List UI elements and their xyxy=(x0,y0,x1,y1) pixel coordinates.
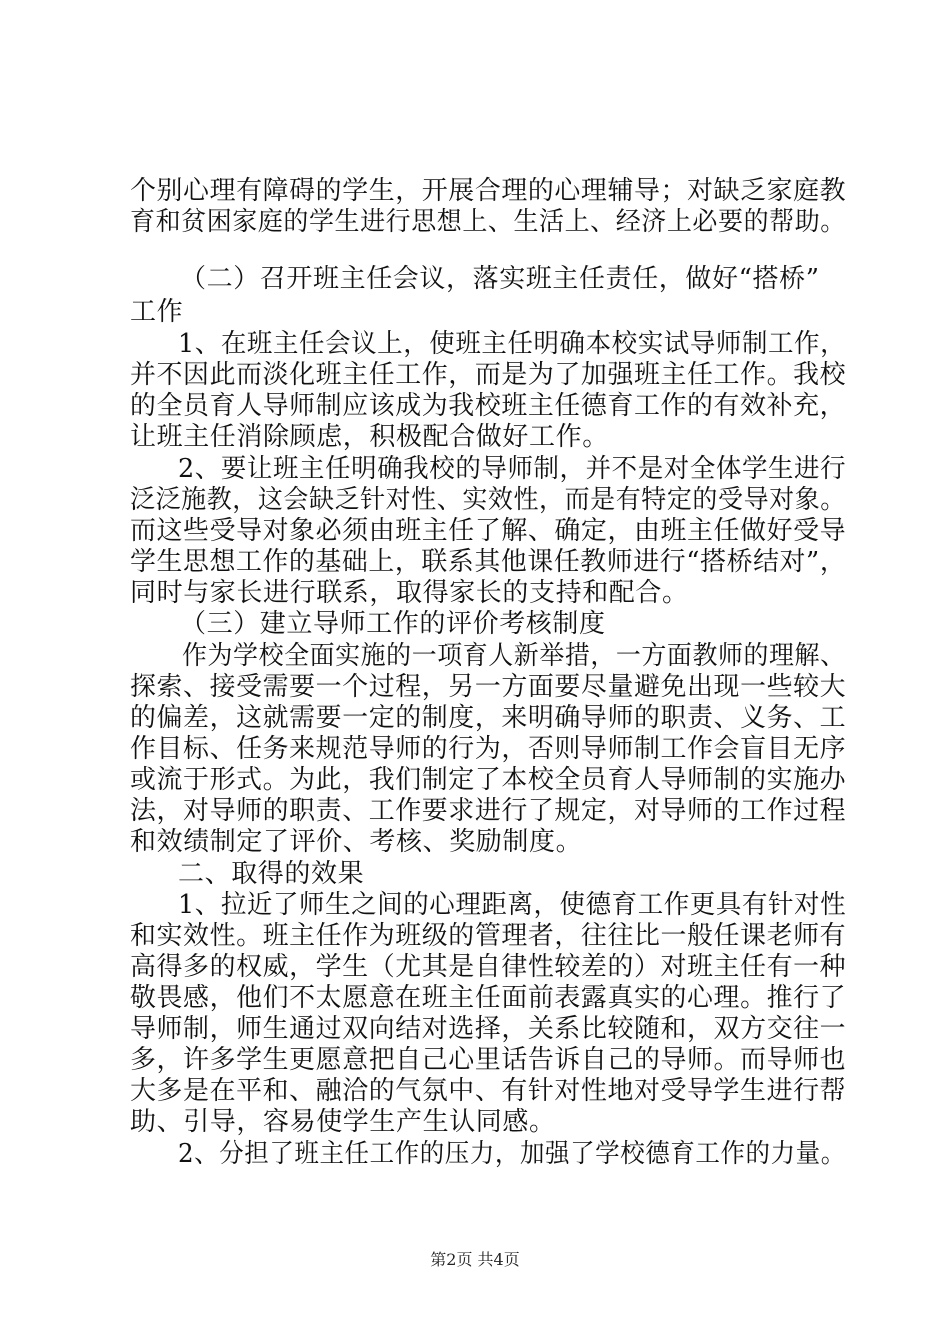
text-line-21: 和效绩制定了评价、考核、奖励制度。 xyxy=(130,827,583,857)
text-line-2: 育和贫困家庭的学生进行思想上、生活上、经济上必要的帮助。 xyxy=(130,207,846,237)
text-line-23: 1、拉近了师生之间的心理距离，使德育工作更具有针对性 xyxy=(178,890,847,920)
text-line-4: 工作 xyxy=(130,297,184,327)
text-line-11: 而这些受导对象必须由班主任了解、确定，由班主任做好受导 xyxy=(130,516,847,546)
text-line-16: 探索、接受需要一个过程，另一方面要尽量避免出现一些较大 xyxy=(130,672,847,702)
text-line-29: 大多是在平和、融洽的气氛中、有针对性地对受导学生进行帮 xyxy=(130,1076,847,1106)
text-line-8: 让班主任消除顾虑，积极配合做好工作。 xyxy=(130,422,609,452)
text-line-25: 高得多的权威，学生（尤其是自律性较差的）对班主任有一种 xyxy=(130,952,847,982)
text-line-12: 学生思想工作的基础上，联系其他课任教师进行“搭桥结对”， xyxy=(130,547,847,577)
text-line-15: 作为学校全面实施的一项育人新举措，一方面教师的理解、 xyxy=(182,641,846,671)
text-line-5: 1、在班主任会议上，使班主任明确本校实试导师制工作， xyxy=(178,329,847,359)
text-line-31: 2、分担了班主任工作的压力，加强了学校德育工作的力量。 xyxy=(178,1139,846,1169)
text-line-10: 泛泛施教，这会缺乏针对性、实效性，而是有特定的受导对象。 xyxy=(130,485,846,515)
text-line-26: 敬畏感，他们不太愿意在班主任面前表露真实的心理。推行了 xyxy=(130,983,847,1013)
text-line-20: 法，对导师的职责、工作要求进行了规定，对导师的工作过程 xyxy=(130,796,847,826)
text-line-30: 助、引导，容易使学生产生认同感。 xyxy=(130,1107,556,1137)
text-line-18: 作目标、任务来规范导师的行为，否则导师制工作会盲目无序 xyxy=(130,734,847,764)
section-heading-results: 二、取得的效果 xyxy=(178,859,365,889)
text-line-9: 2、要让班主任明确我校的导师制，并不是对全体学生进行 xyxy=(178,454,847,484)
text-line-28: 多，许多学生更愿意把自己心里话告诉自己的导师。而导师也 xyxy=(130,1045,847,1075)
section-heading-3: （三）建立导师工作的评价考核制度 xyxy=(180,609,606,639)
page-number-footer: 第2页 共4页 xyxy=(430,1250,520,1269)
text-line-7: 的全员育人导师制应该成为我校班主任德育工作的有效补充， xyxy=(130,391,847,421)
section-heading-2: （二）召开班主任会议，落实班主任责任，做好“搭桥” xyxy=(180,264,820,294)
text-line-19: 或流于形式。为此，我们制定了本校全员育人导师制的实施办 xyxy=(130,765,847,795)
text-line-1: 个别心理有障碍的学生，开展合理的心理辅导；对缺乏家庭教 xyxy=(130,176,847,206)
text-line-17: 的偏差，这就需要一定的制度，来明确导师的职责、义务、工 xyxy=(130,703,847,733)
text-line-6: 并不因此而淡化班主任工作，而是为了加强班主任工作。我校 xyxy=(130,360,847,390)
text-line-24: 和实效性。班主任作为班级的管理者，往往比一般任课老师有 xyxy=(130,921,847,951)
text-line-13: 同时与家长进行联系，取得家长的支持和配合。 xyxy=(130,578,689,608)
text-line-27: 导师制，师生通过双向结对选择，关系比较随和，双方交往一 xyxy=(130,1014,847,1044)
